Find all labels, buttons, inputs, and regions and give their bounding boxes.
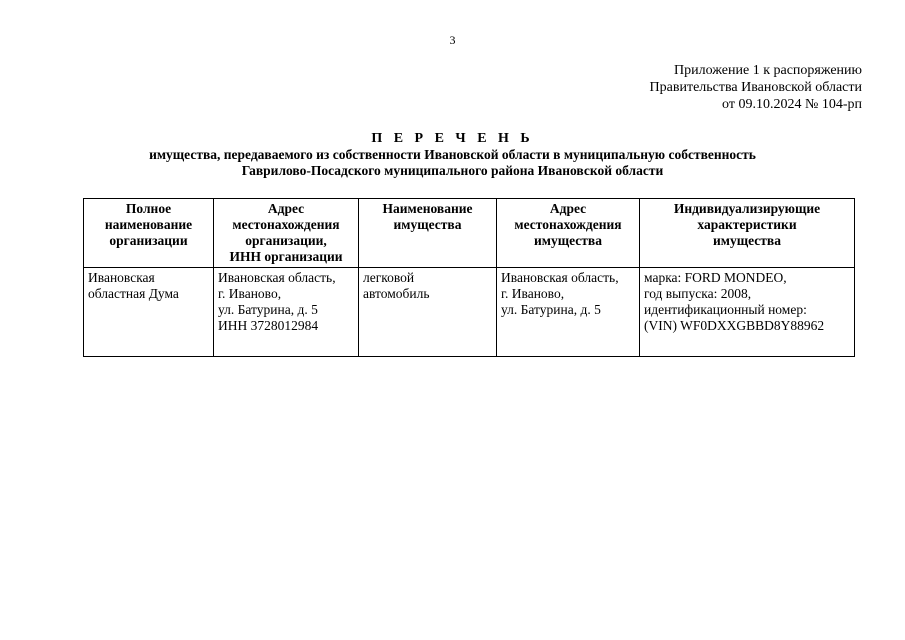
cell-line: организации, [245, 233, 327, 248]
cell-line: имущества [393, 217, 462, 232]
header-property-characteristics [640, 199, 855, 268]
cell-line: областная Дума [88, 286, 179, 301]
page-number: 3 [449, 33, 456, 47]
cell-line: (VIN) WF0DXXGBBD8Y88962 [644, 318, 825, 333]
cell-line: Адрес [267, 201, 305, 216]
cell-line: год выпуска: 2008, [644, 286, 752, 301]
cell-org-name [84, 268, 214, 357]
title-main: П Е Р Е Ч Е Н Ь [371, 131, 534, 146]
cell-line: Адрес [549, 201, 587, 216]
cell-line: Индивидуализирующие [673, 201, 821, 216]
cell-line: Ивановская область, [218, 270, 336, 285]
cell-line: идентификационный номер: [644, 302, 807, 317]
table-row [84, 268, 855, 357]
title-sub-line-1: имущества, передаваемого из собственности Ивановской области в муниципальную собственность [149, 147, 756, 162]
header-property-address [497, 199, 640, 268]
cell-line: ИНН организации [229, 249, 343, 264]
cell-line: ул. Батурина, д. 5 [501, 302, 601, 317]
cell-property-characteristics [640, 268, 855, 357]
property-table [83, 198, 855, 357]
cell-line: наименование [104, 217, 193, 232]
appendix-line-3: от 09.10.2024 № 104-рп [722, 97, 862, 112]
cell-line: имущества [534, 233, 602, 248]
table-header-row [84, 199, 855, 268]
cell-line: Ивановская область, [501, 270, 619, 285]
appendix-line-1: Приложение 1 к распоряжению [674, 63, 862, 78]
header-property-name [359, 199, 497, 268]
appendix-note [650, 62, 862, 113]
cell-line: имущества [713, 233, 781, 248]
cell-line: организации [109, 233, 188, 248]
cell-org-address [214, 268, 359, 357]
cell-line: Наименование [382, 201, 473, 216]
cell-line: г. Иваново, [501, 286, 565, 301]
appendix-line-2: Правительства Ивановской области [649, 80, 862, 95]
cell-line: марка: FORD MONDEO, [644, 270, 787, 285]
cell-line: ИНН 3728012984 [218, 318, 319, 333]
cell-line: местонахождения [514, 217, 622, 232]
cell-line: Ивановская [88, 270, 155, 285]
document-title [0, 130, 905, 179]
title-sub-line-2: Гаврилово-Посадского муниципального района Ивановской области [241, 163, 664, 178]
header-org-address [214, 199, 359, 268]
cell-line: легковой [363, 270, 415, 285]
cell-property-address [497, 268, 640, 357]
cell-line: г. Иваново, [218, 286, 282, 301]
cell-line: местонахождения [232, 217, 340, 232]
cell-property-name [359, 268, 497, 357]
header-org-name [84, 199, 214, 268]
cell-line: характеристики [697, 217, 797, 232]
cell-line: автомобиль [363, 286, 430, 301]
cell-line: ул. Батурина, д. 5 [218, 302, 318, 317]
cell-line: Полное [125, 201, 172, 216]
